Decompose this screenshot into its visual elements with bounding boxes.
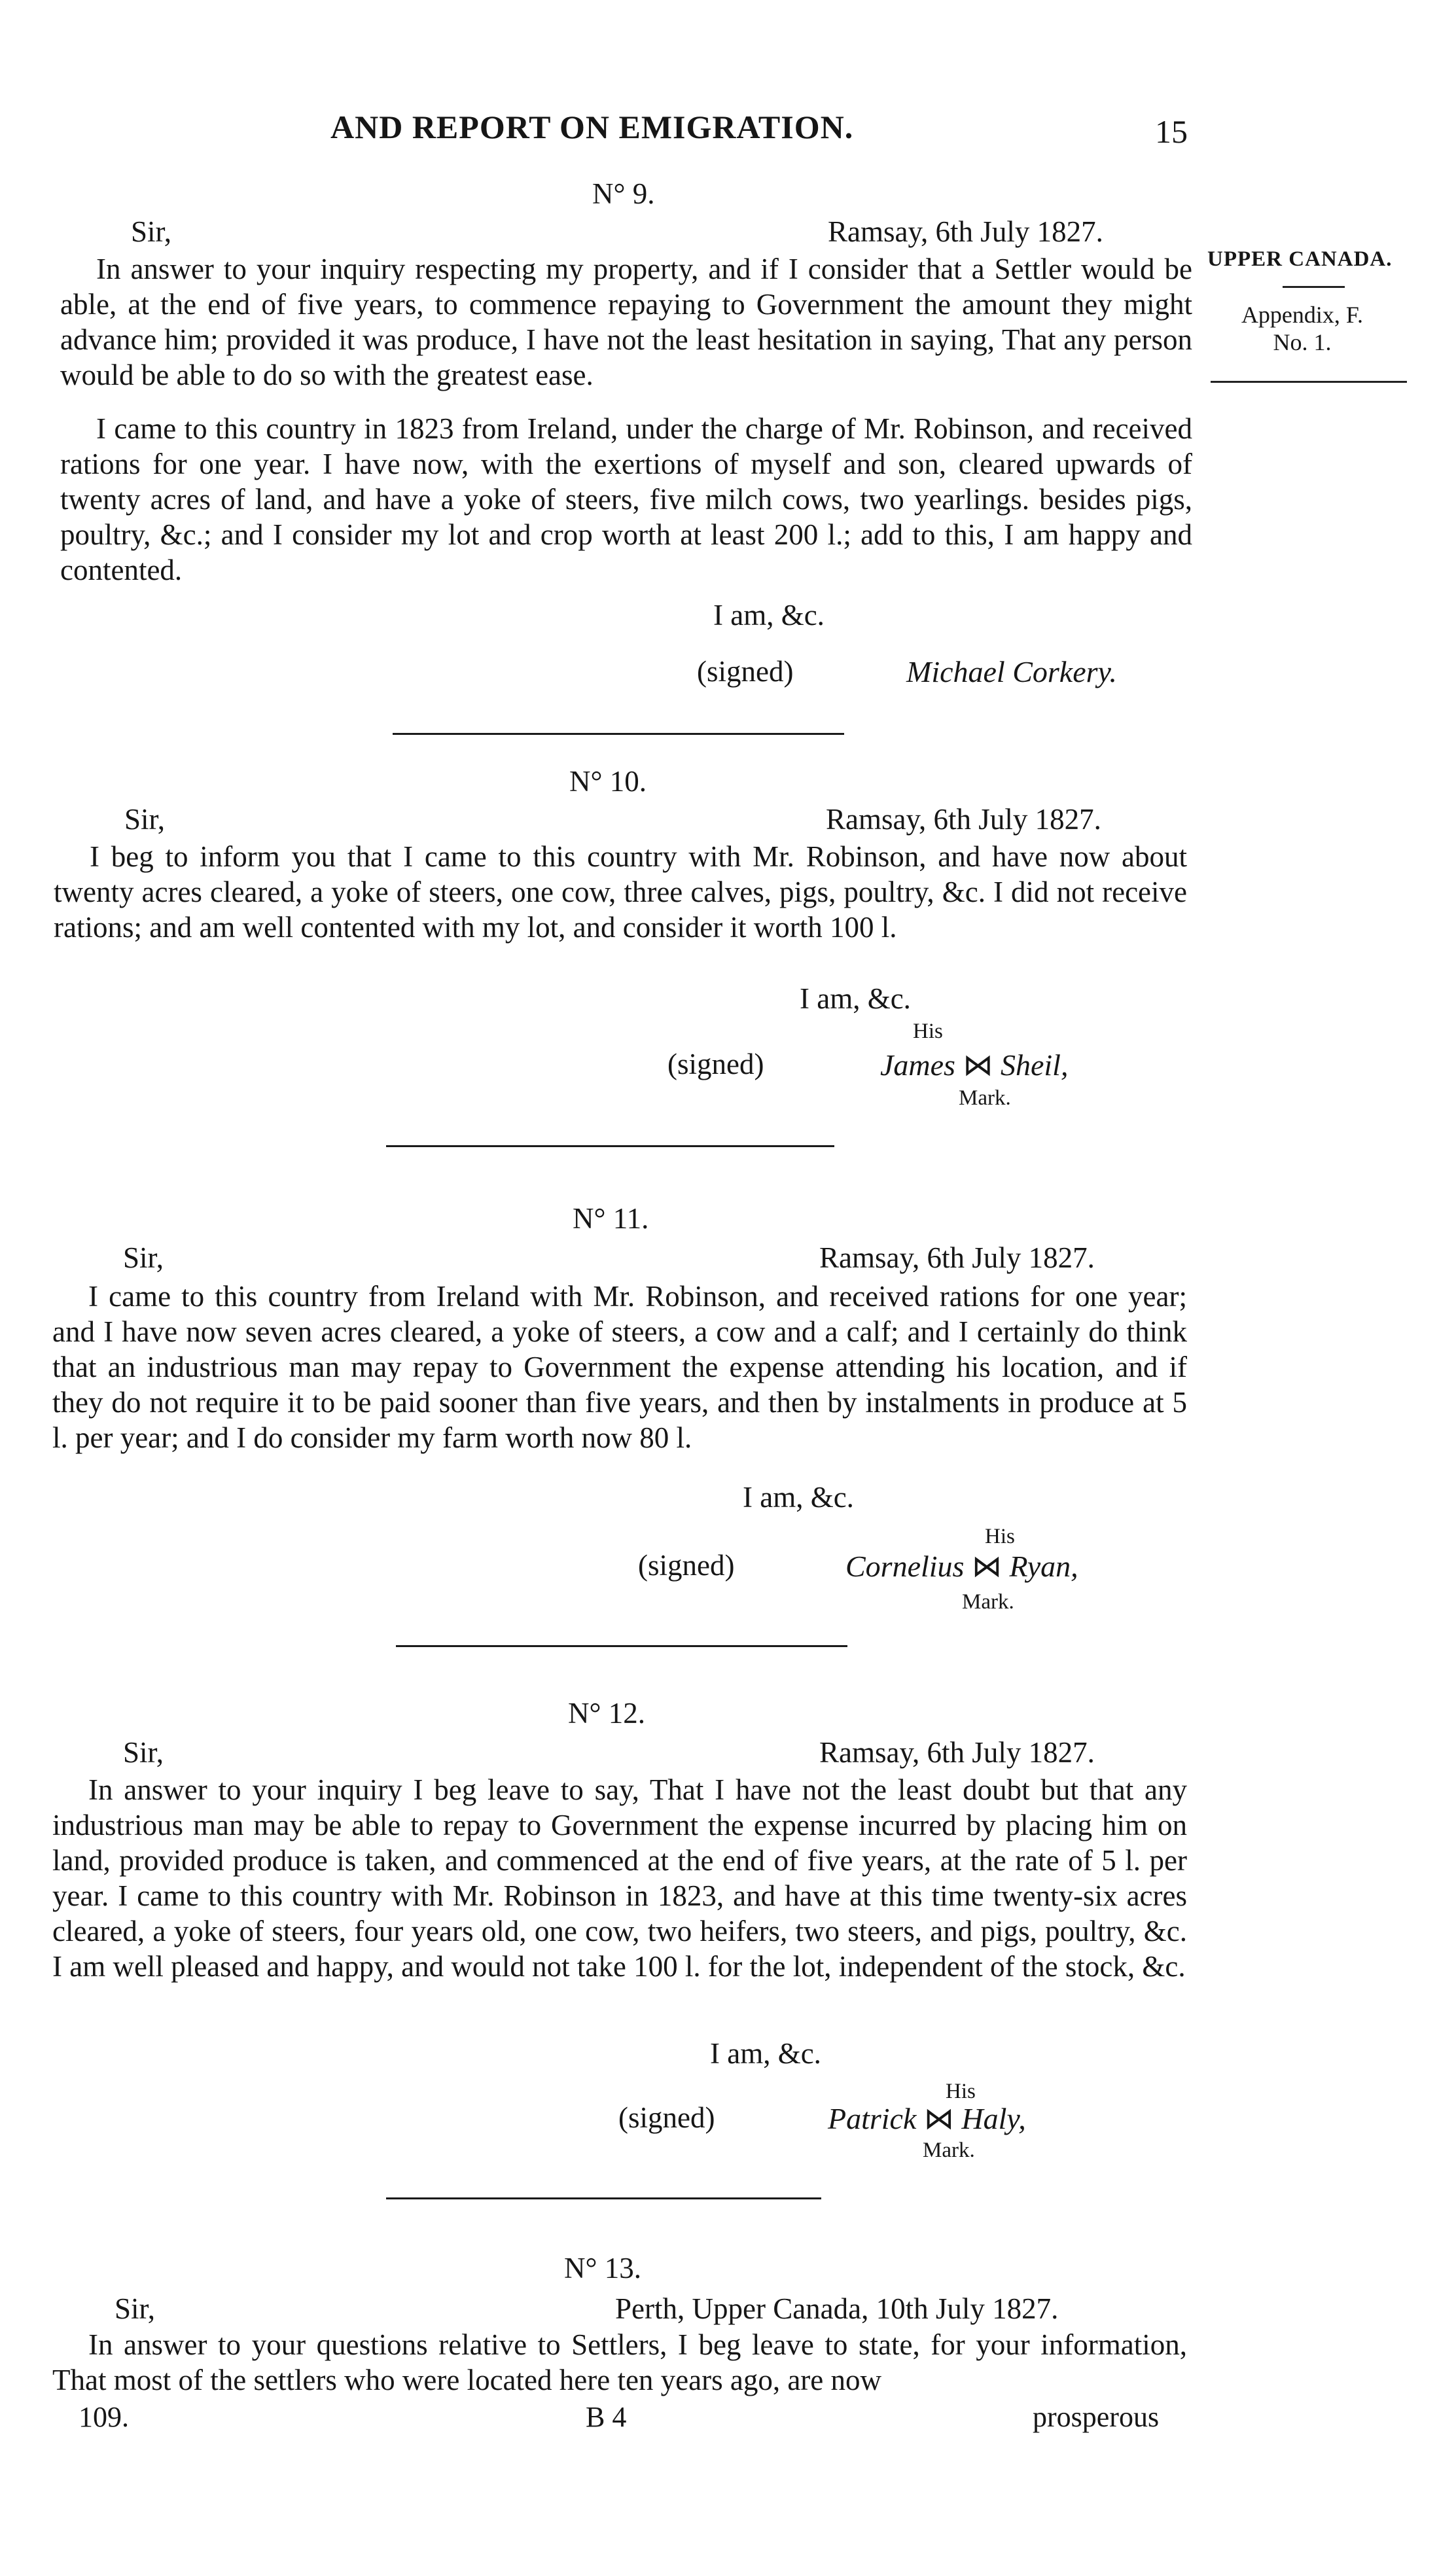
page-number: 15 [1155,113,1188,150]
letter-12-salutation: Sir, [123,1736,164,1769]
letter-9-place-date: Ramsay, 6th July 1827. [828,215,1103,248]
footer-signature-mark: B 4 [586,2401,627,2433]
letter-11-number: N° 11. [573,1202,649,1235]
letter-9-closing: I am, &c. [713,599,825,631]
letter-10-last-name: Sheil, [1000,1048,1069,1082]
letter-10-salutation: Sir, [124,803,165,836]
letter-11-mark-symbol: ⋈ [971,1550,1002,1583]
letter-11-signed: (signed) [638,1549,735,1582]
letter-10-rule [386,1145,834,1147]
letter-12-closing: I am, &c. [710,2037,821,2070]
letter-11-first-name: Cornelius [845,1550,965,1583]
letter-13-place-date: Perth, Upper Canada, 10th July 1827. [615,2292,1059,2325]
side-note-region: UPPER CANADA. [1207,247,1393,271]
letter-9-signed: (signed) [697,655,794,688]
letter-9-salutation: Sir, [131,215,171,248]
letter-10-place-date: Ramsay, 6th July 1827. [826,803,1101,836]
letter-11-mark: Mark. [962,1590,1014,1614]
letter-10-signature [880,1047,1068,1082]
letter-12-rule [386,2197,821,2199]
letter-13-number: N° 13. [564,2252,641,2284]
letter-9-paragraph-2: I came to this country in 1823 from Ireland, under the charge of Mr. Robinson, and received rations for one year. I have now, with the exertions of myself and son, cleared upwards of twenty acres of land, and have a yoke of steers, five milch cows, two yearlings. besides pigs, poultry, &c.; and I consider my lot and crop worth at least 200 l.; add to this, I am happy and contented. [60,412,1192,586]
letter-10-signed: (signed) [667,1048,764,1080]
letter-10-first-name: James [880,1048,955,1082]
letter-9-number: N° 9. [592,177,655,210]
side-note-rule [1211,381,1407,383]
letter-11-paragraph-1: I came to this country from Ireland with Mr. Robinson, and received rations for one year; and I have now seven acres cleared, a yoke of steers, a cow and a calf; and I certainly do think that an industrious man may repay to Government the expense attending his location, and if they do not require it to be paid sooner than five years, and then by instalments in produce at 5 l. per year; and I do consider my farm worth now 80 l. [52,1280,1187,1454]
letter-12-signature [828,2101,1026,2136]
letter-10-mark: Mark. [959,1086,1011,1110]
letter-9-rule [393,733,844,735]
letter-10-his: His [913,1020,943,1043]
footer-catchword: prosperous [1033,2401,1160,2433]
letter-11-place-date: Ramsay, 6th July 1827. [819,1241,1095,1274]
letter-11-closing: I am, &c. [743,1481,854,1514]
letter-13-paragraph-1: In answer to your questions relative to Settlers, I beg leave to state, for your information, That most of the settlers who were located here ten years ago, are now [52,2328,1187,2396]
letter-9-signature: Michael Corkery. [906,655,1117,688]
letter-11-last-name: Ryan, [1009,1550,1078,1583]
letter-11-rule [396,1645,847,1647]
letter-10-number: N° 10. [569,765,647,798]
letter-11-salutation: Sir, [123,1241,164,1274]
letter-11-signature [845,1548,1078,1584]
side-note-short-rule [1283,286,1345,288]
footer-left-number: 109. [79,2401,129,2433]
letter-12-his: His [946,2080,976,2103]
letter-12-last-name: Haly, [961,2102,1026,2135]
letter-11-his: His [985,1525,1015,1548]
letter-12-mark-symbol: ⋈ [923,2102,954,2135]
letter-12-signed: (signed) [618,2101,715,2134]
letter-9-paragraph-1: In answer to your inquiry respecting my property, and if I consider that a Settler would be able, at the end of five years, to commence repaying to Government the amount they might advance him; provided it was produce, I have not the least hesitation in saying, That any person would be able to do so with the greatest ease. [60,253,1192,391]
side-note-appendix-line: Appendix, F. [1241,302,1364,328]
letter-10-paragraph-1: I beg to inform you that I came to this country with Mr. Robinson, and have now about twenty acres cleared, a yoke of steers, one cow, three calves, pigs, poultry, &c. I did not receive rations; and am well contented with my lot, and consider it worth 100 l. [54,840,1187,944]
letter-12-first-name: Patrick [828,2102,917,2135]
side-note-appendix [1224,301,1381,356]
letter-10-closing: I am, &c. [800,982,911,1015]
letter-12-paragraph-1: In answer to your inquiry I beg leave to say, That I have not the least doubt but that any industrious man may be able to repay to Government the expense incurred by placing him on land, provided produce is taken, and commenced at the end of five years, at the rate of 5 l. per year. I came to this country with Mr. Robinson in 1823, and have at this time twenty-six acres cleared, a yoke of steers, four years old, one cow, two heifers, two steers, and pigs, poultry, &c. I am well pleased and happy, and would not take 100 l. for the lot, independent of the stock, &c. [52,1773,1187,1983]
letter-12-number: N° 12. [568,1697,645,1730]
letter-12-mark: Mark. [923,2139,975,2162]
running-header: AND REPORT ON EMIGRATION. [330,109,854,145]
letter-10-mark-symbol: ⋈ [963,1048,993,1082]
letter-12-place-date: Ramsay, 6th July 1827. [819,1736,1095,1769]
letter-13-salutation: Sir, [115,2292,155,2325]
side-note-number-line: No. 1. [1273,329,1332,355]
